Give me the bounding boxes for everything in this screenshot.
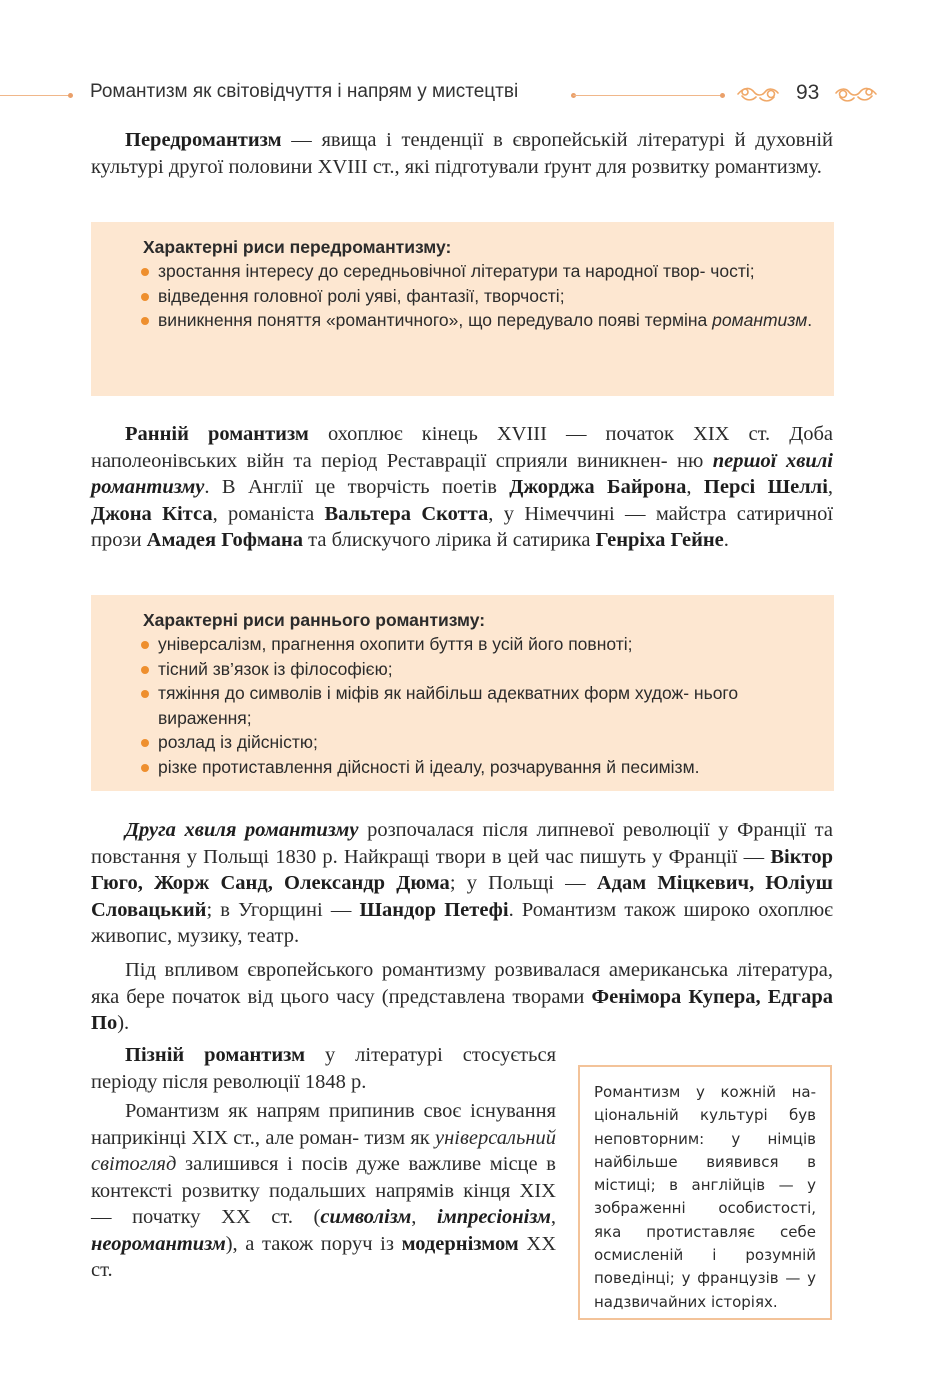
bullet-icon [141,317,149,325]
term-prerromanticism: Передромантизм [125,129,282,151]
bullet-icon [141,666,149,674]
bullet-icon [141,268,149,276]
bullet-icon [141,739,149,747]
scroll-flourish-icon [736,81,780,107]
bullet-icon [141,764,149,772]
scroll-flourish-icon [834,81,878,107]
paragraph-second-wave: Друга хвиля романтизму розпочалася після липневої революції у Франції та повстання у Польщі 1830 р. Найкращі твори в цей час пишуть у Франції — Віктор Гюго, Жорж Санд, Олександр Дюма; у Польщі — Адам Міцкевич, Юліуш Словацький; в Угорщині — Шандор Петефі. Романтизм також широко охоплює живопис, музику, театр. [91,819,833,947]
header-dot [68,93,73,98]
bullet-icon [141,641,149,649]
term-early-romanticism: Ранній романтизм [125,423,309,445]
highlight-box-prerromanticism [91,222,834,396]
paragraph-prerromanticism [91,127,833,180]
bullet-icon [141,293,149,301]
page-number: 93 [796,81,820,104]
list-item: універсалізм, прагнення охопити буття в усій його повноті; [139,632,818,657]
list-item: тісний зв’язок із філософією; [139,657,818,682]
list-item: розлад із дійсністю; [139,730,818,755]
header-rule-middle [573,95,723,96]
side-note-text: Романтизм у кожній на- ціональній культурі був неповторним: у німців найбільше виявився в містиці; в англійців — у зображенні особистості, яка протиставляє себе осмисленій і розумній поведінці; у французів — у надзвичайних історіях. [594,1083,816,1311]
highlight-box-early-romanticism [91,595,834,791]
paragraph-romanticism-legacy: Романтизм як напрям припинив своє існування наприкінці XIX ст., але роман- тизм як універсальний світогляд залишився і посів дуже важливе місце в контексті розвитку подальших напрямів кінця XIX — початку XX ст. (символізм, імпресіонізм, неоромантизм), а також поруч із модернізмом XX ст. [91,1100,557,1281]
list-item: виникнення поняття «романтичного», що передувало появі терміна романтизм. [139,308,818,333]
term-late-romanticism: Пізній романтизм [125,1044,306,1066]
feature-list [139,259,818,333]
list-item: різке протиставлення дійсності й ідеалу, розчарування й песимізм. [139,755,818,780]
paragraph-early-romanticism: Ранній романтизм охоплює кінець XVIII — початок XIX ст. Доба наполеонівських війн та період Реставрації сприяли виникнен- ню першої хвилі романтизму. В Англії це творчість поетів Джорджа Байрона, Персі Шеллі, Джона Кітса, романіста Вальтера Скотта, у Німеччині — майстра сатиричної прози Амадея Гофмана та блискучого лірика й сатирика Генріха Гейне. [91,423,834,551]
side-note-box [578,1065,832,1320]
paragraph-late-romanticism: Пізній романтизм у літературі стосується періоду після революції 1848 р. [91,1044,557,1093]
paragraph-text: — явища і тенденції в європейській літературі й духовній культурі другої половини XVIII ст., які підготували ґрунт для розвитку романтизму. [91,129,833,178]
box-title: Характерні риси раннього романтизму: [143,610,486,630]
term-second-wave: Друга хвиля романтизму [125,819,359,841]
feature-list [139,632,818,779]
box-title: Характерні риси передромантизму: [143,237,452,257]
list-item: зростання інтересу до середньовічної літератури та народної твор- чості; [139,259,818,284]
list-item: відведення головної ролі уяві, фантазії, творчості; [139,284,818,309]
header-rule-left [0,95,70,96]
paragraph-american-literature: Під впливом європейського романтизму розвивалася американська література, яка бере початок від цього часу (представлена творами Фенімора Купера, Едгара По). [91,959,833,1034]
list-item: тяжіння до символів і міфів як найбільш адекватних форм худож- нього вираження; [139,681,818,730]
header-dot [720,93,725,98]
running-header-title: Романтизм як світовідчуття і напрям у мистецтві [90,81,519,102]
running-header [0,78,952,112]
bullet-icon [141,690,149,698]
